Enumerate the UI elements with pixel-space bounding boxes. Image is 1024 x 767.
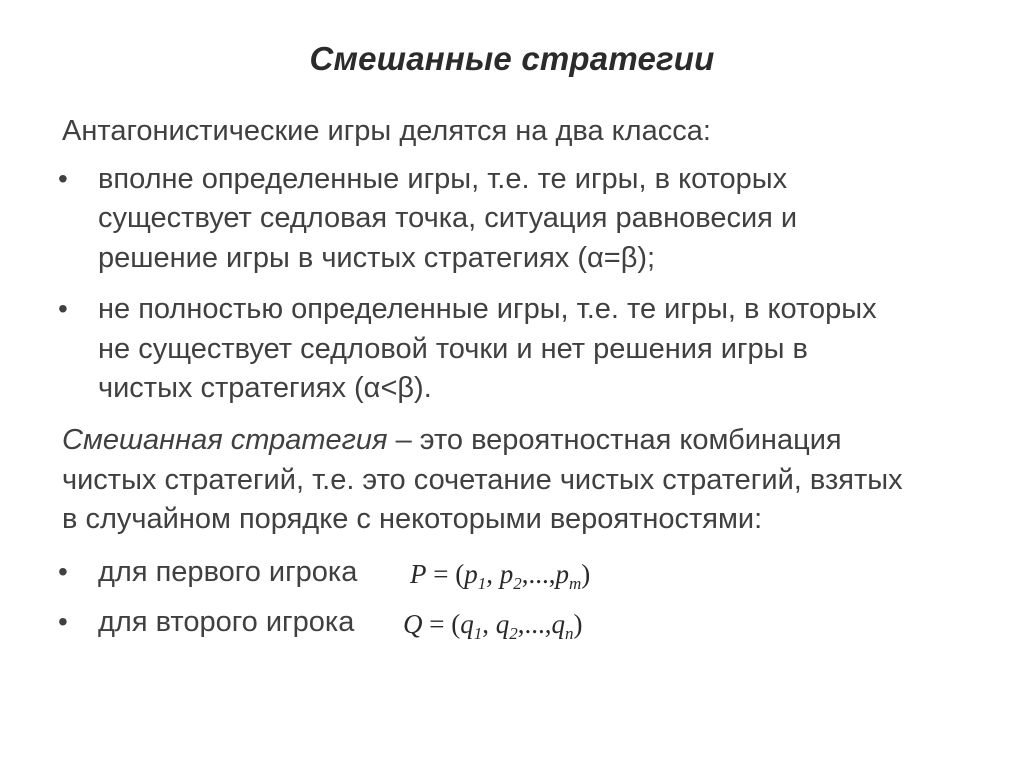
player-2-label: для второго игрока bbox=[98, 606, 355, 638]
formula-sub: n bbox=[564, 624, 574, 643]
definition-line-3: в случайном порядке с некоторыми вероятностями: bbox=[62, 503, 763, 535]
formula-var: p bbox=[555, 559, 569, 589]
class-item-2-line-2: не существует седловой точки и нет решения игры в bbox=[98, 333, 808, 365]
class-item-2-line-3: чистых стратегиях (α<β). bbox=[98, 372, 432, 404]
formula-close: ) bbox=[573, 609, 583, 639]
formula-close: ) bbox=[581, 559, 591, 589]
class-item-1-line-3: решение игры в чистых стратегиях (α=β); bbox=[98, 242, 656, 274]
formula-symbol: Q bbox=[403, 609, 423, 639]
definition-line-2: чистых стратегий, т.е. это сочетание чистых стратегий, взятых bbox=[62, 464, 903, 496]
player-2-formula: $Q = (q_1$, $q_2,...,q_n$) bbox=[403, 609, 583, 643]
slide-title: Смешанные стратегии bbox=[309, 40, 715, 77]
formula-equals: = ( bbox=[426, 559, 465, 589]
intro-text: Антагонистические игры делятся на два класса: bbox=[62, 115, 711, 147]
formula-var: q bbox=[460, 609, 474, 639]
class-item-1-line-2: существует седловая точка, ситуация равновесия и bbox=[98, 202, 798, 234]
formula-var: p bbox=[464, 559, 478, 589]
bullet-marker: • bbox=[58, 163, 68, 194]
formula-sub: m bbox=[568, 574, 582, 593]
bullet-marker: • bbox=[58, 293, 68, 324]
player-1-label: для первого игрока bbox=[98, 556, 358, 588]
player-1-formula: $P = (p_1$, $p_2,...,p_m$) bbox=[410, 559, 591, 593]
formula-symbol: P bbox=[410, 559, 427, 589]
bullet-marker: • bbox=[58, 606, 68, 637]
class-item-1-line-1: вполне определенные игры, т.е. те игры, в которых bbox=[98, 163, 788, 195]
formula-var: p bbox=[499, 559, 514, 589]
formula-var: q bbox=[495, 609, 510, 639]
formula-ellipsis: ,..., bbox=[521, 559, 556, 589]
formula-sub: 2 bbox=[513, 574, 522, 593]
formula-sub: 1 bbox=[473, 624, 483, 643]
formula-sub: 2 bbox=[509, 624, 518, 643]
definition-term: Смешанная стратегия bbox=[62, 424, 388, 456]
class-item-2-line-1: не полностью определенные игры, т.е. те игры, в которых bbox=[98, 293, 877, 325]
formula-var: q bbox=[551, 609, 565, 639]
bullet-marker: • bbox=[58, 556, 68, 587]
formula-equals: = ( bbox=[422, 609, 461, 639]
formula-ellipsis: ,..., bbox=[517, 609, 552, 639]
definition-line-1-rest: – это вероятностная комбинация bbox=[387, 424, 842, 456]
formula-sub: 1 bbox=[477, 574, 487, 593]
definition-line-1 bbox=[62, 422, 842, 458]
